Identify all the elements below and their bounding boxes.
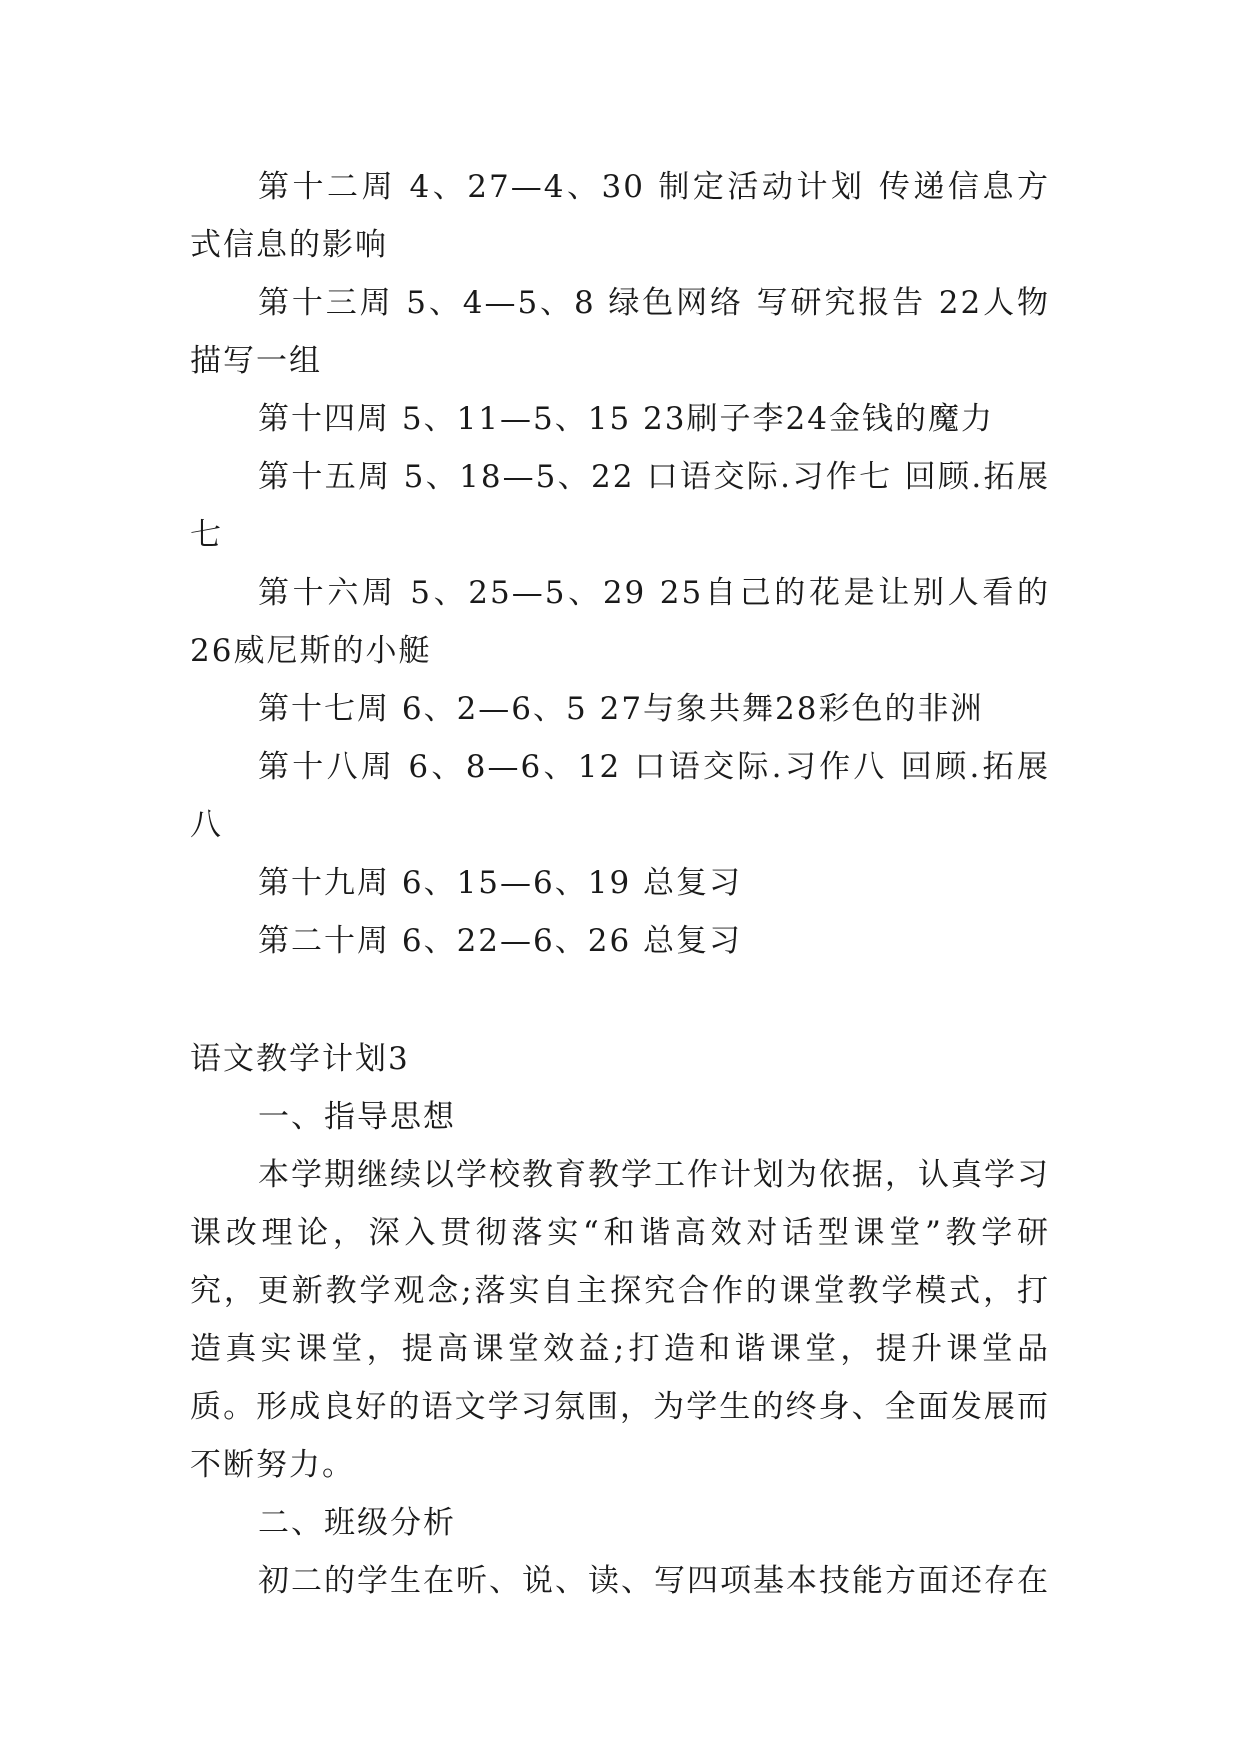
guiding-text: 本学期继续以学校教育教学工作计划为依据，认真学习课改理论，深入贯彻落实“和谐高效对话型课堂”教学研究，更新教学观念;落实自主探究合作的课堂教学模式，打造真实课堂，提高课堂效益;打造和谐课堂，提升课堂品质。形成良好的语文学习氛围，为学生的终身、全面发展而不断努力。	[190, 1157, 1050, 1483]
schedule-week-12: 第十二周 4、27—4、30 制定活动计划 传递信息方式信息的影响	[190, 169, 1050, 263]
class-text: 初二的学生在听、说、读、写四项基本技能方面还存在	[258, 1563, 1050, 1599]
schedule-week-17: 第十七周 6、2—6、5 27与象共舞28彩色的非洲	[258, 691, 984, 727]
schedule-week-13: 第十三周 5、4—5、8 绿色网络 写研究报告 22人物描写一组	[190, 285, 1050, 379]
schedule-week-20: 第二十周 6、22—6、26 总复习	[258, 923, 743, 959]
section-spacer	[190, 970, 1050, 1030]
guiding-heading: 一、指导思想	[258, 1099, 456, 1135]
document-body	[190, 158, 1050, 1610]
schedule-week-18: 第十八周 6、8—6、12 口语交际.习作八 回顾.拓展八	[190, 749, 1050, 843]
class-heading: 二、班级分析	[258, 1505, 456, 1541]
schedule-week-19: 第十九周 6、15—6、19 总复习	[258, 865, 743, 901]
schedule-week-14: 第十四周 5、11—5、15 23刷子李24金钱的魔力	[258, 401, 994, 437]
section-title: 语文教学计划3	[190, 1041, 410, 1077]
schedule-week-15: 第十五周 5、18—5、22 口语交际.习作七 回顾.拓展七	[190, 459, 1050, 553]
schedule-week-16: 第十六周 5、25—5、29 25自己的花是让别人看的 26威尼斯的小艇	[190, 575, 1050, 669]
